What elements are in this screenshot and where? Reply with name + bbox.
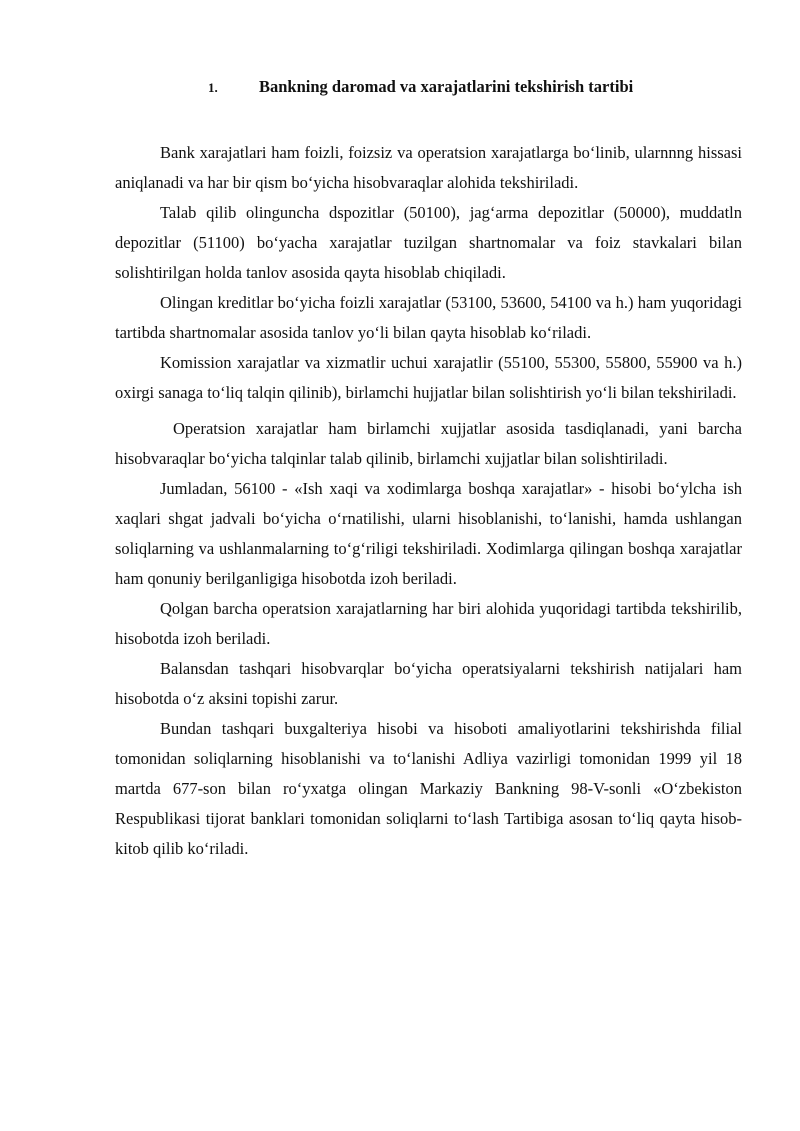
paragraph: Operatsion xarajatlar ham birlamchi xujjatlar asosida tasdiqlanadi, yani barcha hisobvaraqlar bo‘yicha talqinlar talab qilinib, birlamchi xujjatlar bilan solishtiriladi. [115, 419, 742, 468]
paragraph: Bundan tashqari buxgalteriya hisobi va hisoboti amaliyotlarini tekshirishda filial tomonidan soliqlarning hisoblanishi va to‘lanishi Adliya vazirligi tomonidan 1999 yil 18 martda 677-son bilan ro‘yxatga olingan Markaziy Bankning 98-V-sonli «O‘zbekiston Respublikasi tijorat banklari tomonidan soliqlarni to‘lash Tartibiga asosan to‘liq qayta hisob-kitob qilib ko‘riladi. [115, 719, 742, 858]
paragraph: Qolgan barcha operatsion xarajatlarning har biri alohida yuqoridagi tartibda tekshirilib, hisobotda izoh beriladi. [115, 599, 742, 648]
section-number: 1. [208, 80, 218, 95]
paragraph: Bank xarajatlari ham foizli, foizsiz va operatsion xarajatlarga bo‘linib, ularnnng hissasi aniqlanadi va har bir qism bo‘yicha hisobvaraqlar alohida tekshiriladi. [115, 143, 742, 192]
paragraph: Balansdan tashqari hisobvarqlar bo‘yicha operatsiyalarni tekshirish natijalari ham hisobotda o‘z aksini topishi zarur. [115, 659, 742, 708]
document-body [115, 138, 742, 864]
paragraph: Talab qilib olinguncha dspozitlar (50100), jag‘arma depozitlar (50000), muddatln depozitlar (51100) bo‘yacha xarajatlar tuzilgan shartnomalar va foiz stavkalari bilan solishtirilgan holda tanlov asosida qayta hisoblab chiqiladi. [115, 203, 742, 282]
paragraph: Komission xarajatlar va xizmatlir uchui xarajatlir (55100, 55300, 55800, 55900 va h.) oxirgi sanaga to‘liq talqin qilinib), birlamchi hujjatlar bilan solishtirish yo‘li bilan tekshiriladi. [115, 353, 742, 402]
paragraph: Jumladan, 56100 - «Ish xaqi va xodimlarga boshqa xarajatlar» - hisobi bo‘ylcha ish xaqlari shgat jadvali bo‘yicha o‘rnatilishi, ularni hisoblanishi, to‘lanishi, hamda ushlangan soliqlarning va ushlanmalarning to‘g‘riligi tekshiriladi. Xodimlarga qilingan boshqa xarajatlar ham qonuniy berilganligiga hisobotda izoh beriladi. [115, 479, 742, 588]
paragraph: Olingan kreditlar bo‘yicha foizli xarajatlar (53100, 53600, 54100 va h.) ham yuqoridagi tartibda shartnomalar asosida tanlov yo‘li bilan qayta hisoblab ko‘riladi. [115, 293, 742, 342]
section-title: Bankning daromad va xarajatlarini tekshirish tartibi [259, 77, 634, 96]
